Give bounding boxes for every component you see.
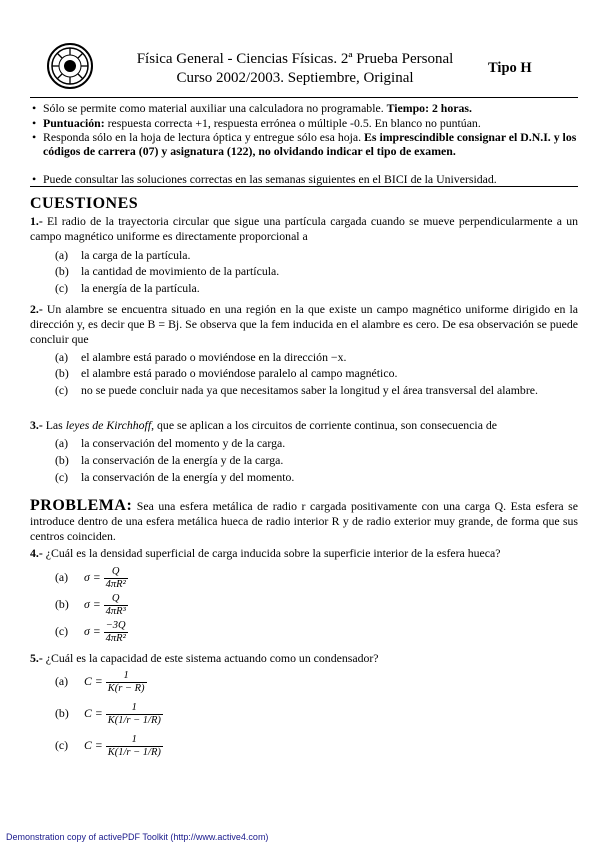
- option-label: (c): [55, 624, 69, 639]
- university-seal-logo: [47, 43, 93, 89]
- option-label: (c): [55, 470, 69, 484]
- question-5-number: 5.-: [30, 651, 43, 665]
- problema-text: Sea una esfera metálica de radio r cargada positivamente con una carga Q. Esta esfera se introduce dentro de una esfera metálica hueca de radio interior R y de radio exterior muy grande, de forma que sus centros coinciden.: [30, 499, 578, 543]
- question-4-option-c: [55, 620, 575, 645]
- formula-lhs: σ =: [83, 624, 101, 639]
- formula-fraction: [106, 670, 147, 695]
- option-text: la conservación del momento y de la carga.: [81, 436, 286, 450]
- instructions-rule: [30, 186, 578, 187]
- option-label: (b): [55, 264, 69, 278]
- bullet-2-bold: Puntuación:: [43, 116, 105, 130]
- question-4: [30, 546, 578, 561]
- formula-fraction: [106, 734, 163, 759]
- seal-emblem-icon: [49, 45, 91, 87]
- instruction-bullet-1: [30, 101, 578, 115]
- demo-watermark-footer: Demonstration copy of activePDF Toolkit (http://www.active4.com): [6, 832, 269, 842]
- bullet-1-text: Sólo se permite como material auxiliar una calculadora no programable.: [43, 101, 387, 115]
- formula-lhs: σ =: [83, 597, 101, 612]
- option-label: (b): [55, 453, 69, 467]
- question-4-number: 4.-: [30, 546, 43, 560]
- bullet-3-bold: Es imprescindible consignar el D.N.I. y los códigos de carrera (07) y asignatura (122), no olvidando indicar el tipo de examen.: [43, 130, 577, 158]
- option-text: la cantidad de movimiento de la partícula.: [81, 264, 280, 278]
- formula-lhs: C =: [83, 674, 103, 689]
- option-label: (a): [55, 436, 69, 450]
- question-3-number: 3.-: [30, 418, 43, 432]
- option-label: (c): [55, 281, 69, 295]
- option-label: (a): [55, 248, 69, 262]
- fraction-denominator: 4πR²: [105, 579, 126, 590]
- bullet-1-bold: Tiempo: 2 horas.: [386, 101, 472, 115]
- formula-lhs: C =: [83, 706, 103, 721]
- option-label: (a): [55, 674, 69, 689]
- fraction-denominator: 4πR²: [105, 633, 126, 644]
- question-3: [30, 418, 578, 433]
- instruction-bullet-3: [30, 130, 578, 158]
- option-label: (b): [55, 706, 69, 721]
- question-2-option-c: [55, 383, 575, 398]
- question-5: [30, 651, 578, 666]
- question-4-option-a: [55, 566, 575, 591]
- option-text: la conservación de la energía y del momento.: [81, 470, 295, 484]
- fraction-denominator: K(1/r − 1/R): [107, 747, 161, 758]
- option-label: (c): [55, 383, 69, 397]
- fraction-numerator: Q: [111, 593, 120, 604]
- question-3-option-a: [55, 436, 575, 451]
- question-5-option-c: [55, 734, 575, 759]
- header-line-1: Física General - Ciencias Físicas. 2ª Prueba Personal: [136, 51, 454, 67]
- bullet-dot: •: [32, 101, 37, 115]
- question-3-emphasis: leyes de Kirchhoff: [65, 418, 152, 432]
- question-3-option-b: [55, 453, 575, 468]
- header-line-2: Curso 2002/2003. Septiembre, Original: [176, 70, 414, 86]
- question-1-option-a: [55, 248, 575, 263]
- question-2-number: 2.-: [30, 302, 43, 316]
- option-text: no se puede concluir nada ya que necesitamos saber la longitud y el área transversal del alambre.: [81, 383, 538, 397]
- fraction-numerator: Q: [111, 566, 120, 577]
- bullet-2-text: respuesta correcta +1, respuesta errónea o múltiple -0.5. En blanco no puntúan.: [104, 116, 481, 130]
- formula-fraction: [106, 702, 163, 727]
- option-label: (a): [55, 350, 69, 364]
- fraction-numerator: −3Q: [105, 620, 126, 631]
- formula-fraction: [104, 566, 128, 591]
- option-label: (b): [55, 366, 69, 380]
- question-1-option-c: [55, 281, 575, 296]
- fraction-denominator: 4πR³: [105, 606, 126, 617]
- bullet-dot: •: [32, 130, 37, 144]
- question-2-option-a: [55, 350, 575, 365]
- question-1-text: El radio de la trayectoria circular que sigue una partícula cargada cuando se mueve perpendicularmente a un campo magnético uniforme es directamente proporcional a: [30, 214, 578, 243]
- fraction-denominator: K(1/r − 1/R): [107, 715, 161, 726]
- instruction-bullet-2: [30, 116, 578, 130]
- option-text: la carga de la partícula.: [81, 248, 191, 262]
- question-5-text: ¿Cuál es la capacidad de este sistema actuando como un condensador?: [42, 651, 379, 665]
- option-text: el alambre está parado o moviéndose en la dirección −x.: [81, 350, 347, 364]
- option-text: la energía de la partícula.: [81, 281, 200, 295]
- fraction-numerator: 1: [123, 670, 129, 681]
- question-3-option-c: [55, 470, 575, 485]
- option-label: (c): [55, 738, 69, 753]
- problema-statement: [30, 498, 578, 544]
- problema-heading: PROBLEMA:: [30, 497, 133, 514]
- bullet-dot: •: [32, 116, 37, 130]
- question-5-option-a: [55, 670, 575, 695]
- option-text: el alambre está parado o moviéndose paralelo al campo magnético.: [81, 366, 398, 380]
- formula-lhs: σ =: [83, 570, 101, 585]
- formula-lhs: C =: [83, 738, 103, 753]
- question-3-text-pre: Las: [42, 418, 66, 432]
- exam-type-label: Tipo H: [488, 60, 532, 76]
- question-1-option-b: [55, 264, 575, 279]
- question-2-text: Un alambre se encuentra situado en una región en la que existe un campo magnético uniforme dirigido en la dirección y, es decir que B = Bj. Se observa que la fem inducida en el alambre es cero. De esa observación se puede concluir que: [30, 302, 578, 346]
- bullet-4-text: Puede consultar las soluciones correctas en las semanas siguientes en el BICI de la Universidad.: [43, 172, 497, 186]
- cuestiones-heading: CUESTIONES: [30, 195, 139, 212]
- question-2-option-b: [55, 366, 575, 381]
- option-label: (a): [55, 570, 69, 585]
- formula-fraction: [104, 620, 128, 645]
- fraction-numerator: 1: [131, 702, 137, 713]
- option-text: la conservación de la energía y de la carga.: [81, 453, 284, 467]
- question-1: [30, 214, 578, 244]
- option-label: (b): [55, 597, 69, 612]
- bullet-3-text: Responda sólo en la hoja de lectura óptica y entregue sólo esa hoja.: [43, 130, 365, 144]
- question-3-text-post: , que se aplican a los circuitos de corriente continua, son consecuencia de: [151, 418, 498, 432]
- question-1-number: 1.-: [30, 214, 43, 228]
- instruction-bullet-4: [30, 172, 578, 186]
- fraction-denominator: K(r − R): [107, 683, 145, 694]
- question-2: [30, 302, 578, 347]
- exam-header: [110, 50, 480, 88]
- formula-fraction: [104, 593, 128, 618]
- bullet-dot: •: [32, 172, 37, 186]
- fraction-numerator: 1: [131, 734, 137, 745]
- question-5-option-b: [55, 702, 575, 727]
- header-rule: [30, 97, 578, 98]
- question-4-text: ¿Cuál es la densidad superficial de carga inducida sobre la superficie interior de la esfera hueca?: [42, 546, 501, 560]
- question-4-option-b: [55, 593, 575, 618]
